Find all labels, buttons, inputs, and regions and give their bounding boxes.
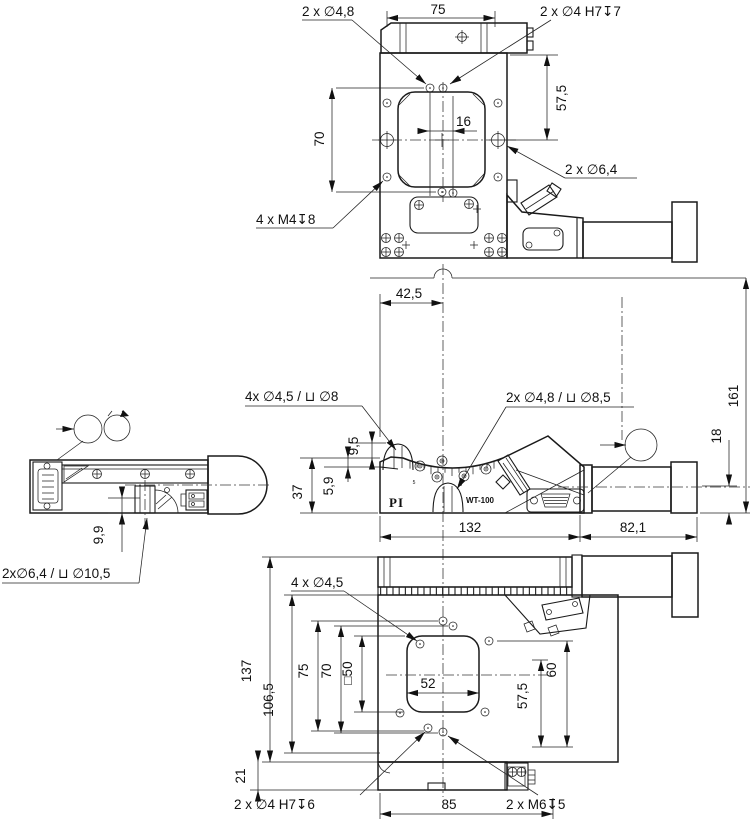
model-label: WT-100 — [466, 496, 495, 505]
side-view — [2, 410, 270, 583]
datum-circle — [625, 429, 657, 461]
front-view — [245, 389, 750, 542]
top-view — [256, 2, 697, 262]
front-view-motor — [558, 462, 750, 513]
dim-top-width: 75 — [430, 2, 446, 17]
m4-thread-hole — [383, 99, 391, 107]
scale-number-left: 5 — [412, 480, 416, 486]
dim-161: 161 — [726, 384, 741, 408]
scale-number-right: -5 — [457, 482, 463, 488]
label-side-64: 2x∅6,4 / ⊔ ∅10,5 — [2, 566, 111, 581]
dim-top-16: 16 — [456, 114, 472, 129]
label-front-48: 2x ∅4,8 / ⊔ ∅8,5 — [506, 390, 611, 405]
dsub-connector — [523, 228, 563, 250]
dim-21: 21 — [233, 768, 248, 784]
dim-bottom-70: 70 — [319, 663, 334, 679]
screw-cluster-left — [382, 234, 404, 257]
m4-thread-hole — [494, 173, 502, 181]
label-front-45: 4x ∅4,5 / ⊔ ∅8 — [245, 389, 339, 404]
dowel-hole — [426, 84, 434, 92]
limit-switch-tab — [527, 41, 533, 50]
mount-hole-45 — [485, 637, 493, 645]
bottom-view-body — [378, 595, 618, 762]
m4-thread-hole — [494, 99, 502, 107]
encoder-cylinder — [521, 185, 557, 215]
top-view-recess — [410, 197, 478, 233]
label-bottom-m6: 2 x M6↧5 — [506, 797, 566, 812]
dim-99: 9,9 — [91, 525, 106, 545]
dim-sq50: □50 — [340, 661, 355, 685]
label-holes-48: 2 x ∅4,8 — [302, 4, 355, 19]
rotation-axis-symbol — [56, 410, 130, 460]
top-view-motor-assembly — [507, 180, 697, 262]
dowel-hole — [438, 188, 446, 196]
mount-hole-45 — [481, 708, 489, 716]
motor-end-cap — [672, 202, 697, 262]
platform-center-hole — [455, 30, 469, 44]
dim-bottom-75: 75 — [296, 663, 311, 679]
mount-hole-45 — [416, 640, 424, 648]
dowel-hole — [439, 617, 447, 625]
mount-hole-45 — [396, 709, 404, 717]
axes-and-references — [370, 264, 750, 797]
m4-thread-hole — [383, 173, 391, 181]
label-holes-4h7: 2 x ∅4 H7↧7 — [540, 4, 621, 19]
dim-bottom-575: 57,5 — [515, 682, 530, 710]
dim-37: 37 — [290, 484, 305, 500]
dim-821: 82,1 — [619, 520, 647, 535]
dim-52: 52 — [420, 676, 436, 691]
label-holes-64: 2 x ∅6,4 — [565, 162, 618, 177]
bottom-view-platform-bar — [378, 557, 572, 587]
dim-top-575: 57,5 — [554, 84, 569, 112]
side-connector-block — [181, 490, 207, 510]
top-view-aperture — [398, 92, 485, 187]
dim-95: 9,5 — [346, 436, 361, 456]
dim-425: 42,5 — [395, 286, 423, 301]
label-holes-m4: 4 x M4↧8 — [256, 212, 316, 227]
top-view-platform-bar — [381, 23, 527, 53]
side-rail — [62, 465, 208, 483]
dsub-connector-side — [33, 462, 62, 510]
label-bottom-45: 4 x ∅4,5 — [291, 575, 344, 590]
label-bottom-4h7: 2 x ∅4 H7↧6 — [234, 797, 315, 812]
dowel-hole — [424, 724, 432, 732]
dim-85: 85 — [441, 797, 457, 812]
dowel-hole — [449, 622, 457, 630]
dim-132: 132 — [458, 520, 482, 535]
pi-logo: PI — [389, 495, 404, 510]
dsub-connector-front — [527, 489, 584, 512]
dim-18: 18 — [709, 428, 724, 444]
dim-59: 5,9 — [321, 476, 336, 496]
motor-cylinder — [583, 222, 672, 258]
bottom-view-base — [378, 762, 507, 790]
dim-1065: 106,5 — [261, 683, 276, 717]
dim-60: 60 — [544, 662, 559, 678]
bottom-view — [233, 553, 698, 819]
dim-top-70: 70 — [312, 131, 327, 147]
dim-137: 137 — [239, 659, 254, 683]
screw-cluster-right — [485, 234, 507, 257]
limit-switch-tab — [527, 28, 533, 37]
